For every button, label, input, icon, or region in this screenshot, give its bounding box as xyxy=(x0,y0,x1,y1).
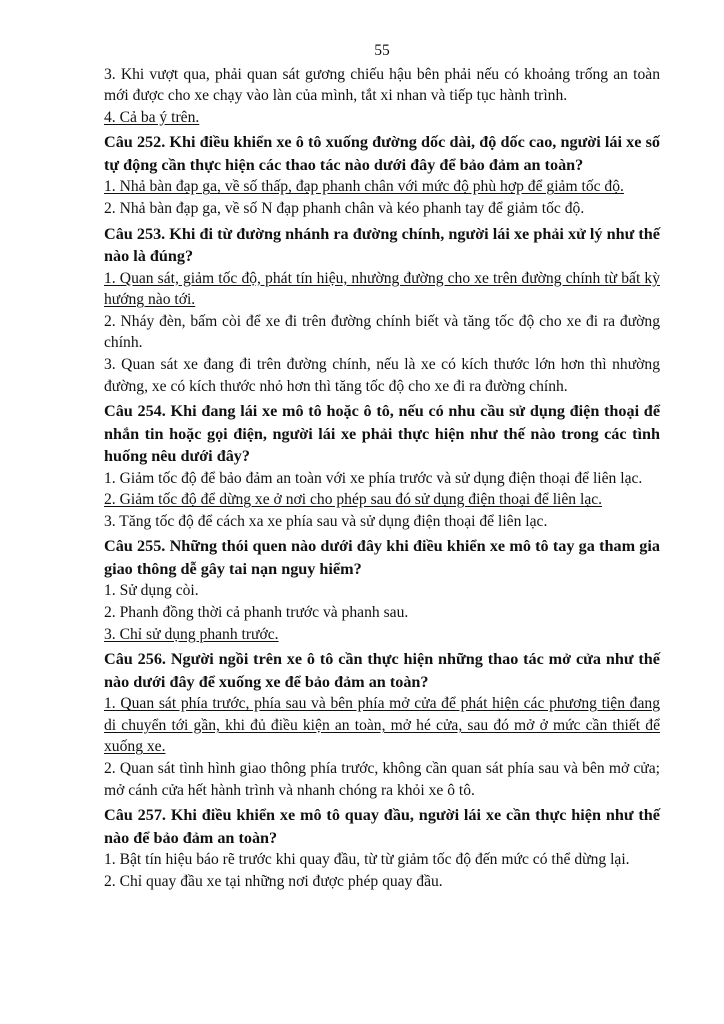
answer-option: 3. Khi vượt qua, phải quan sát gương chiếu hậu bên phải nếu có khoảng trống an toàn mới được cho xe chạy vào làn của mình, tắt xi nhan và tiếp tục hành trình. xyxy=(104,65,660,105)
question-title: Câu 252. Khi điều khiển xe ô tô xuống đường dốc dài, độ dốc cao, người lái xe số tự động cần thực hiện các thao tác nào dưới đây để bảo đảm an toàn? xyxy=(104,133,660,174)
question-block xyxy=(104,223,660,398)
question-list xyxy=(104,131,660,892)
answer-option: 2. Quan sát tình hình giao thông phía trước, không cần quan sát phía sau và bên mở cửa; mở cánh cửa hết hành trình và nhanh chóng ra khỏi xe ô tô. xyxy=(104,759,660,799)
correct-answer: 2. Giảm tốc độ để dừng xe ở nơi cho phép sau đó sử dụng điện thoại để liên lạc. xyxy=(104,491,603,509)
question-title: Câu 257. Khi điều khiển xe mô tô quay đầu, người lái xe cần thực hiện như thế nào để bảo đảm an toàn? xyxy=(104,806,660,847)
correct-answer: 1. Quan sát, giảm tốc độ, phát tín hiệu, nhường đường cho xe trên đường chính từ bất kỳ hướng nào tới. xyxy=(104,269,660,309)
lead-answers xyxy=(104,64,660,129)
question-block xyxy=(104,131,660,219)
answer-option: 2. Nháy đèn, bấm còi để xe đi trên đường chính biết và tăng tốc độ cho xe đi ra đường chính. xyxy=(104,312,660,352)
answer-option: 2. Nhả bàn đạp ga, về số N đạp phanh chân và kéo phanh tay để giảm tốc độ. xyxy=(104,199,585,217)
question-block xyxy=(104,648,660,801)
answer-option: 2. Phanh đồng thời cả phanh trước và phanh sau. xyxy=(104,604,409,621)
correct-answer: 3. Chỉ sử dụng phanh trước. xyxy=(104,625,279,643)
document-page xyxy=(104,40,660,892)
correct-answer: 1. Quan sát phía trước, phía sau và bên phía mở cửa để phát hiện các phương tiện đang di chuyển tới gần, khi đủ điều kiện an toàn, mở hé cửa, sau đó mở ở mức cần thiết để xuống xe. xyxy=(104,695,660,756)
correct-answer: 4. Cả ba ý trên. xyxy=(104,108,200,126)
question-title: Câu 255. Những thói quen nào dưới đây khi điều khiển xe mô tô tay ga tham gia giao thông dễ gây tai nạn nguy hiểm? xyxy=(104,537,660,578)
question-title: Câu 254. Khi đang lái xe mô tô hoặc ô tô, nếu có nhu cầu sử dụng điện thoại để nhắn tin hoặc gọi điện, người lái xe phải thực hiện như thế nào trong các tình huống nêu dưới đây? xyxy=(104,402,660,466)
answer-option: 3. Quan sát xe đang đi trên đường chính, nếu là xe có kích thước lớn hơn thì nhường đường, xe có kích thước nhỏ hơn thì tăng tốc độ cho xe đi ra đường chính. xyxy=(104,355,660,395)
question-block xyxy=(104,400,660,532)
answer-option: 1. Sử dụng còi. xyxy=(104,582,199,600)
question-block xyxy=(104,804,660,892)
correct-answer: 1. Nhả bàn đạp ga, về số thấp, đạp phanh chân với mức độ phù hợp để giảm tốc độ. xyxy=(104,178,624,196)
answer-option: 2. Chỉ quay đầu xe tại những nơi được phép quay đầu. xyxy=(104,872,443,890)
answer-option: 3. Tăng tốc độ để cách xa xe phía sau và sử dụng điện thoại để liên lạc. xyxy=(104,512,548,530)
answer-option: 1. Bật tín hiệu báo rẽ trước khi quay đầu, từ từ giảm tốc độ đến mức có thể dừng lại. xyxy=(104,851,630,869)
question-block xyxy=(104,535,660,645)
question-title: Câu 256. Người ngồi trên xe ô tô cần thực hiện những thao tác mở cửa như thế nào dưới đây để xuống xe để bảo đảm an toàn? xyxy=(104,650,660,691)
page-number: 55 xyxy=(374,42,390,59)
question-title: Câu 253. Khi đi từ đường nhánh ra đường chính, người lái xe phải xử lý như thế nào là đúng? xyxy=(104,224,660,266)
answer-option: 1. Giảm tốc độ để bảo đảm an toàn với xe phía trước và sử dụng điện thoại để liên lạc. xyxy=(104,469,643,487)
